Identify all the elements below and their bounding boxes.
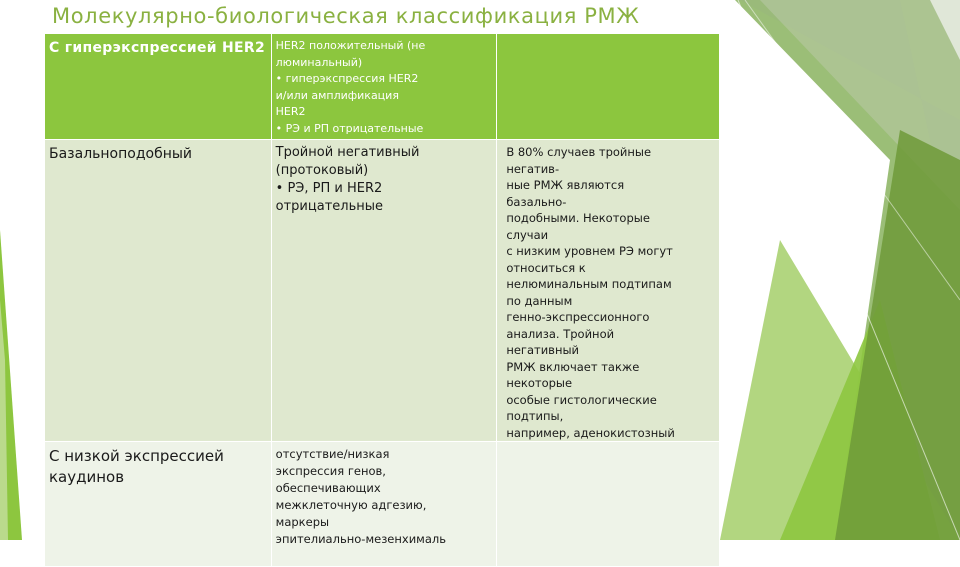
note-line: В 80% случаев тройные [506, 145, 652, 159]
classification-table [44, 33, 720, 567]
description-line: и/или амплификация [275, 88, 399, 102]
description-line: • РЭ, РП и HER2 [275, 181, 383, 196]
description-line: маркеры [275, 515, 330, 529]
note-line: случаи [506, 227, 549, 242]
note-line: подтипы, [506, 409, 564, 423]
description-line: • РЭ и РП отрицательные [275, 121, 424, 135]
description-line: люминальный) [275, 55, 363, 69]
table-row [45, 442, 720, 567]
note-line: генно-экспрессионного [506, 310, 650, 324]
note-line: негативный [506, 343, 580, 357]
note-line: подобными. Некоторые [506, 211, 650, 225]
description-line: HER2 положительный (не [275, 39, 426, 52]
note-line: ные РМЖ являются [506, 178, 625, 192]
note-cell [497, 140, 720, 442]
note-line: нелюминальным подтипам [506, 277, 672, 291]
note-cell [497, 34, 720, 140]
subtype-name-cell: С низкой экспрессией каудинов [45, 442, 272, 567]
description-line: отсутствие/низкая [275, 447, 390, 461]
subtype-name-cell: С гиперэкспрессией HER2 [45, 34, 272, 140]
note-line: анализа. Тройной [506, 326, 615, 341]
note-line: негатив- [506, 161, 560, 176]
description-cell [271, 140, 497, 442]
decor-triangle [835, 130, 960, 540]
note-line: например, аденокистозный [506, 425, 675, 440]
description-line: эпителиально-мезенхималь [275, 532, 447, 546]
note-line: относиться к [506, 260, 586, 275]
description-line: отрицательные [275, 199, 384, 214]
note-line: по данным [506, 293, 573, 308]
description-line: межклеточную адгезию, [275, 498, 427, 512]
description-line: HER2 [275, 105, 306, 118]
note-line: РМЖ включает также [506, 359, 640, 374]
note-line: некоторые [506, 376, 573, 390]
description-cell [271, 442, 497, 567]
note-line: базально- [506, 194, 567, 209]
page-title: Молекулярно-биологическая классификация РМЖ [52, 4, 640, 28]
table-row [45, 140, 720, 442]
subtype-name-cell: Базальноподобный [45, 140, 272, 442]
note-line: особые гистологические [506, 392, 657, 407]
description-line: Тройной негативный [275, 145, 420, 160]
description-line: экспрессия генов, [275, 464, 386, 478]
description-cell [271, 34, 497, 140]
description-line: обеспечивающих [275, 481, 381, 495]
note-line: с низким уровнем РЭ могут [506, 244, 673, 258]
note-cell [497, 442, 720, 567]
description-line: (протоковый) [275, 163, 369, 178]
table-row [45, 34, 720, 140]
description-line: • гиперэкспрессия HER2 [275, 72, 419, 85]
